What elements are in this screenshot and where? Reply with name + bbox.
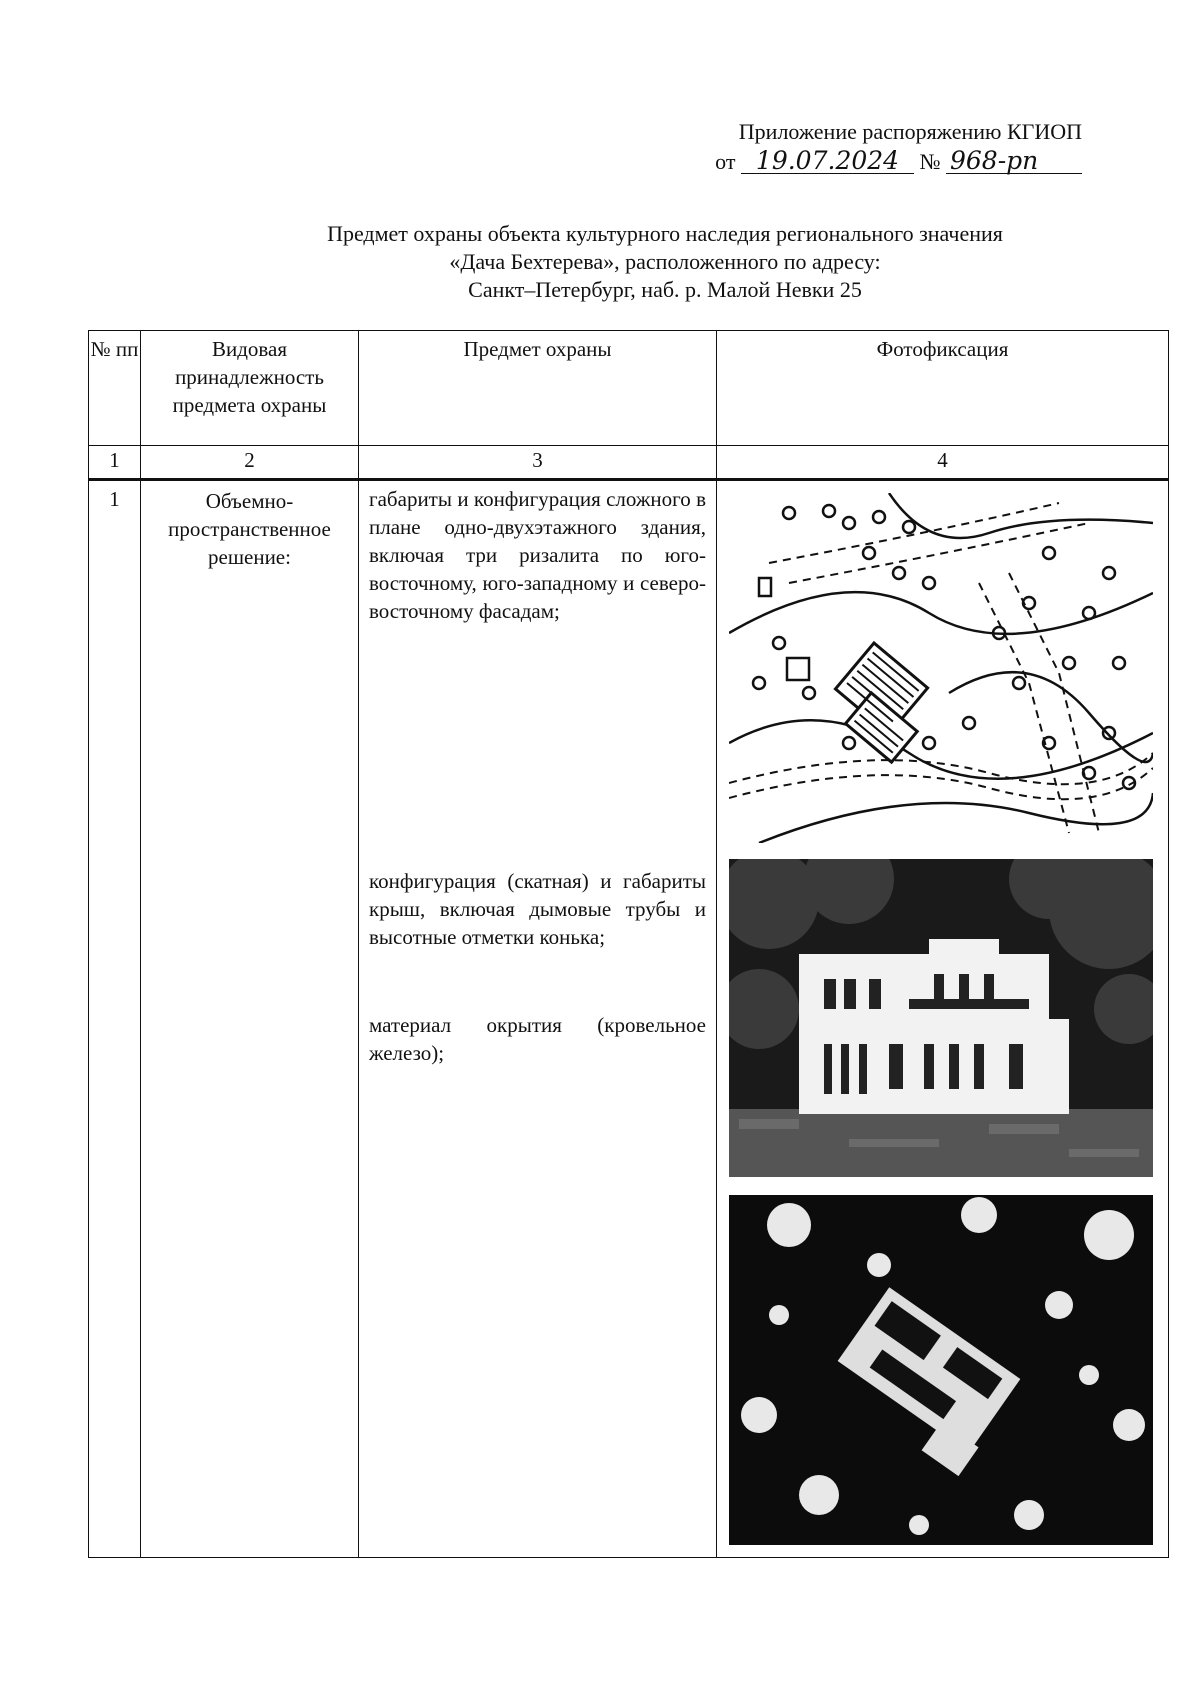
site-plan-map-icon [729, 493, 1153, 843]
subject-item-1: габариты и конфигурация сложного в плане одно-двухэтажного здания, включая три ризалита по юго-восточному, юго-западному и северо-восточному фасадам; [369, 487, 706, 623]
row-subject-cell [359, 480, 717, 1558]
col-number: 3 [359, 446, 717, 480]
aerial-photo-icon [729, 1195, 1153, 1545]
subject-item-2: конфигурация (скатная) и габариты крыш, включая дымовые трубы и высотные отметки конька; [369, 869, 706, 949]
row-number: 1 [89, 480, 141, 1558]
title-line-2: «Дача Бехтерева», расположенного по адресу: [449, 249, 881, 274]
building-photo-icon [729, 859, 1153, 1177]
title-line-1: Предмет охраны объекта культурного наследия регионального значения [327, 221, 1003, 246]
header-photo: Фотофиксация [717, 331, 1169, 446]
column-number-row [89, 446, 1169, 480]
handwritten-number: 968-рп [946, 149, 1082, 174]
handwritten-date: 19.07.2024 [741, 149, 914, 174]
row-kind: Объемно-пространственное решение: [141, 480, 359, 1558]
document-title [200, 220, 1130, 304]
table-row [89, 480, 1169, 1558]
appendix-date-line [562, 148, 1082, 176]
col-number: 4 [717, 446, 1169, 480]
appendix-header [562, 118, 1082, 176]
subject-item-3: материал окрытия (кровельное железо); [369, 1013, 706, 1065]
date-prefix: от [715, 149, 736, 174]
header-num: № пп [89, 331, 141, 446]
header-kind: Видовая принадлежность предмета охраны [141, 331, 359, 446]
col-number: 1 [89, 446, 141, 480]
number-prefix: № [919, 149, 941, 174]
table-header-row [89, 331, 1169, 446]
row-photo-cell [717, 480, 1169, 1558]
title-line-3: Санкт–Петербург, наб. р. Малой Невки 25 [468, 277, 862, 302]
protection-table [88, 330, 1169, 1558]
appendix-title: Приложение распоряжению КГИОП [738, 119, 1082, 144]
header-subject: Предмет охраны [359, 331, 717, 446]
col-number: 2 [141, 446, 359, 480]
